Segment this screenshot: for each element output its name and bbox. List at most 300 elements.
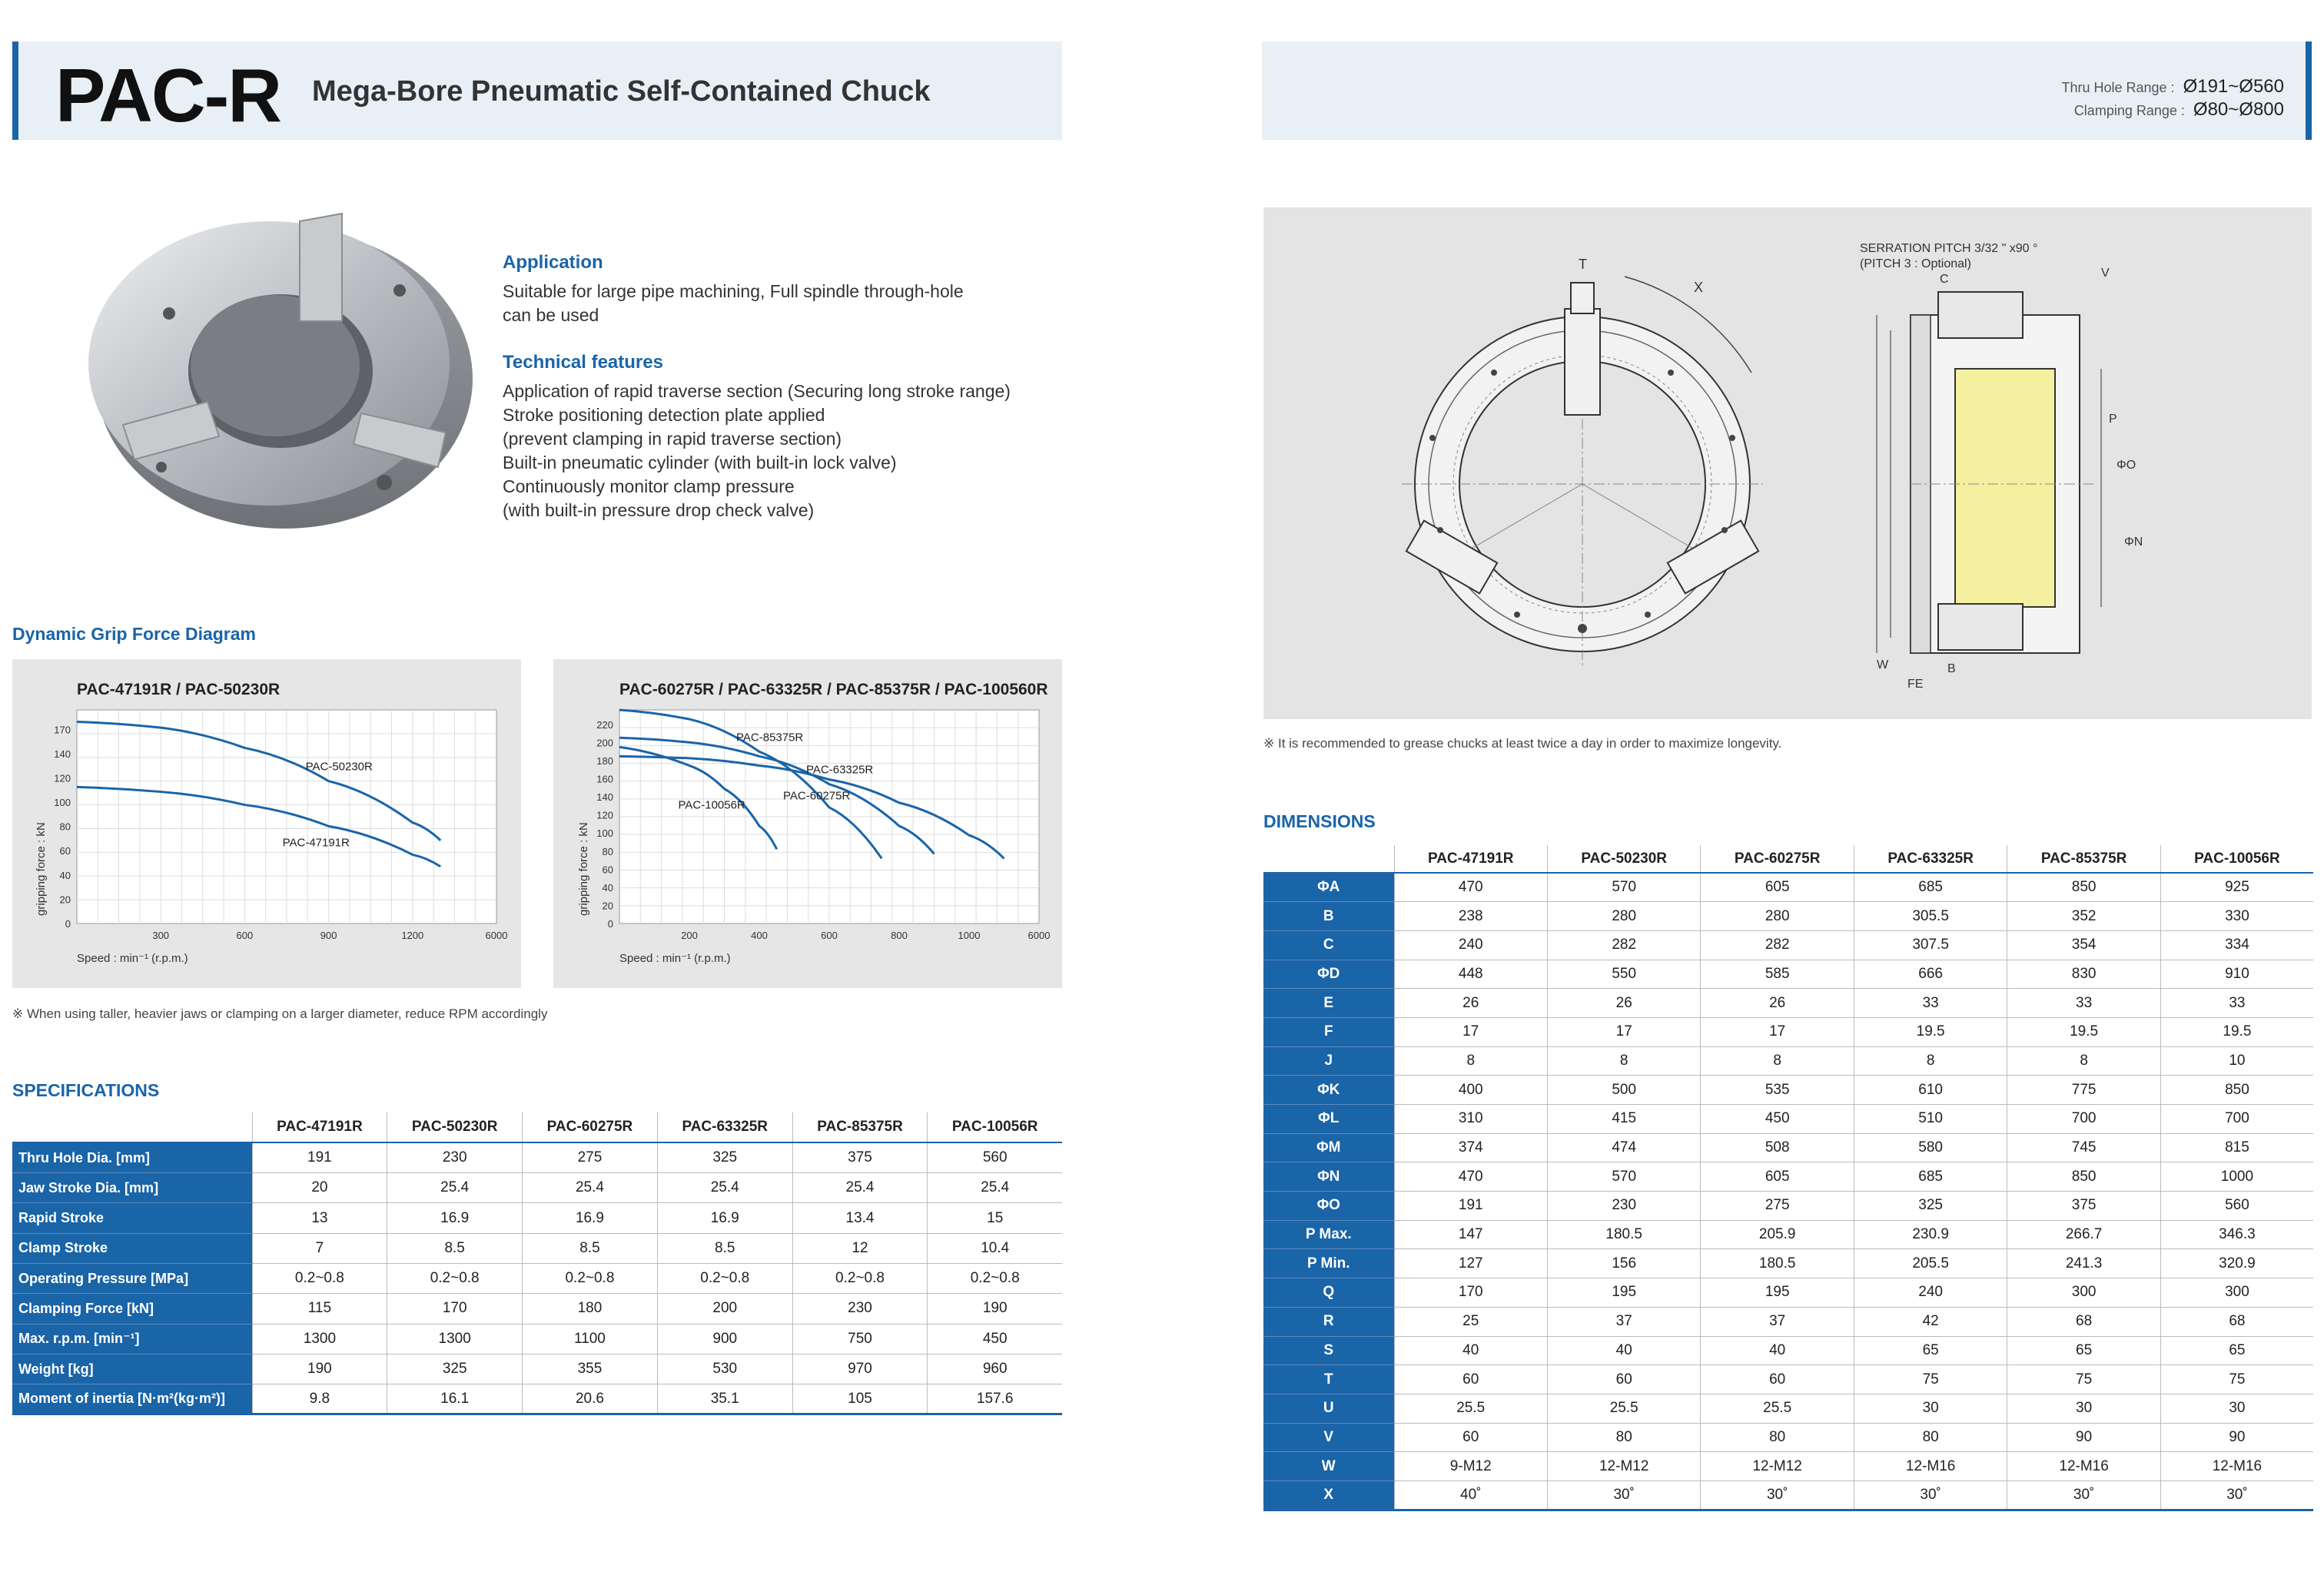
x-tick-label: 6000 [1028,930,1051,941]
table-cell: 375 [2007,1192,2160,1221]
table-cell: 7 [252,1233,387,1263]
table-row [1263,1133,2313,1162]
table-cell: 530 [657,1354,792,1384]
range-bar [1262,41,2312,140]
table-cell: 30 [2007,1394,2160,1423]
x-axis-label: Speed : min⁻¹ (r.p.m.) [77,952,188,965]
table-cell: 570 [1547,873,1700,902]
table-row [12,1203,1062,1233]
x-axis-label: Speed : min⁻¹ (r.p.m.) [619,952,731,965]
specifications-column-header: PAC-50230R [387,1112,523,1142]
dimensions-table [1263,845,2313,1511]
table-cell: 1300 [387,1324,523,1354]
table-cell: 8 [1547,1046,1700,1076]
thru-hole-label: Thru Hole Range [2061,80,2167,95]
row-label: Max. r.p.m. [min⁻¹] [12,1324,252,1354]
table-cell: 1100 [523,1324,658,1354]
row-label: B [1263,902,1394,931]
table-cell: 26 [1701,989,1854,1018]
table-cell: 20.6 [523,1384,658,1414]
table-cell: 115 [252,1294,387,1324]
table-row [1263,1162,2313,1192]
row-label: Moment of inertia [N·m²(kg·m²)] [12,1384,252,1414]
table-cell: 10 [2160,1046,2313,1076]
table-row [1263,1249,2313,1278]
table-row [1263,1105,2313,1134]
y-tick-label: 120 [596,809,613,821]
table-cell: 180.5 [1701,1249,1854,1278]
table-cell: 700 [2007,1105,2160,1134]
table-cell: 190 [928,1294,1062,1324]
table-cell: 40˚ [1394,1480,1547,1510]
table-cell: 500 [1547,1076,1700,1105]
table-cell: 850 [2007,873,2160,902]
row-label: W [1263,1452,1394,1481]
table-row [12,1384,1062,1414]
specifications-column-header: PAC-85375R [792,1112,928,1142]
dimensions-column-header: PAC-60275R [1701,845,1854,873]
y-tick-label: 80 [602,845,613,857]
table-row [1263,1452,2313,1481]
table-cell: 8.5 [387,1233,523,1263]
series-label: PAC-10056R [678,798,745,812]
specifications-column-header: PAC-63325R [657,1112,792,1142]
y-tick-label: 60 [59,845,71,857]
table-cell: 241.3 [2007,1249,2160,1278]
table-cell: 180 [523,1294,658,1324]
table-cell: 240 [1854,1278,2007,1308]
svg-text:X: X [1694,280,1704,295]
table-row [1263,1220,2313,1249]
svg-text:W: W [1877,658,1889,671]
row-label: T [1263,1365,1394,1394]
table-cell: 325 [1854,1192,2007,1221]
table-cell: 240 [1394,930,1547,960]
table-cell: 25.4 [387,1173,523,1203]
table-cell: 400 [1394,1076,1547,1105]
table-cell: 190 [252,1354,387,1384]
table-cell: 960 [928,1354,1062,1384]
table-cell: 0.2~0.8 [387,1263,523,1293]
y-tick-label: 80 [59,821,71,833]
table-row [1263,1307,2313,1336]
table-cell: 195 [1701,1278,1854,1308]
table-cell: 0.2~0.8 [252,1263,387,1293]
x-tick-label: 900 [320,930,337,941]
table-cell: 307.5 [1854,930,2007,960]
table-cell: 325 [657,1142,792,1172]
table-cell: 30˚ [1854,1480,2007,1510]
table-cell: 26 [1547,989,1700,1018]
table-row [1263,1017,2313,1046]
feature-line: Stroke positioning detection plate applied [503,405,825,425]
table-cell: 25.4 [928,1173,1062,1203]
table-cell: 19.5 [1854,1017,2007,1046]
chart-note: ※ When using taller, heavier jaws or clamping on a larger diameter, reduce RPM accordingly [12,1006,548,1021]
row-label: J [1263,1046,1394,1076]
table-cell: 474 [1547,1133,1700,1162]
table-row [1263,1365,2313,1394]
svg-text:C: C [1940,273,1949,286]
pitch-label: (PITCH 3 : Optional) [1860,257,1971,270]
table-cell: 570 [1547,1162,1700,1192]
table-cell: 280 [1701,902,1854,931]
table-cell: 775 [2007,1076,2160,1105]
table-cell: 25.4 [523,1173,658,1203]
x-tick-label: 600 [236,930,254,941]
table-cell: 35.1 [657,1384,792,1414]
table-cell: 375 [792,1142,928,1172]
table-cell: 30˚ [2160,1480,2313,1510]
table-cell: 230 [1547,1192,1700,1221]
table-cell: 147 [1394,1220,1547,1249]
series-label: PAC-63325R [806,763,874,777]
title-bar [12,41,1062,140]
table-cell: 830 [2007,960,2160,989]
table-cell: 305.5 [1854,902,2007,931]
table-cell: 65 [2007,1336,2160,1365]
x-tick-label: 300 [152,930,170,941]
dimensions-column-header: PAC-50230R [1547,845,1700,873]
table-cell: 191 [1394,1192,1547,1221]
row-label: Weight [kg] [12,1354,252,1384]
table-cell: 200 [657,1294,792,1324]
row-label: E [1263,989,1394,1018]
svg-text:P: P [2109,413,2117,426]
table-cell: 8.5 [657,1233,792,1263]
x-tick-label: 600 [821,930,838,941]
grip-force-chart-1 [12,659,521,988]
table-row [12,1233,1062,1263]
table-cell: 685 [1854,873,2007,902]
application-section [503,252,1071,522]
row-label: ΦA [1263,873,1394,902]
table-cell: 230 [792,1294,928,1324]
table-cell: 16.9 [387,1203,523,1233]
table-cell: 205.5 [1854,1249,2007,1278]
table-cell: 700 [2160,1105,2313,1134]
table-row [1263,1192,2313,1221]
clamping-value: Ø80~Ø800 [2193,99,2284,120]
table-cell: 535 [1701,1076,1854,1105]
table-row [1263,1278,2313,1308]
table-cell: 0.2~0.8 [792,1263,928,1293]
table-row [1263,960,2313,989]
y-tick-label: 180 [596,754,613,767]
x-tick-label: 400 [751,930,768,941]
table-row [12,1173,1062,1203]
table-row [1263,930,2313,960]
feature-line: Continuously monitor clamp pressure [503,476,795,496]
drawing-note: ※ It is recommended to grease chucks at least twice a day in order to maximize longevity. [1263,736,1782,751]
table-cell: 275 [523,1142,658,1172]
table-cell: 17 [1701,1017,1854,1046]
table-cell: 12-M12 [1547,1452,1700,1481]
table-cell: 585 [1701,960,1854,989]
svg-text:FE: FE [1907,678,1924,691]
table-cell: 170 [1394,1278,1547,1308]
series-label: PAC-60275R [783,789,851,803]
dimensions-column-header: PAC-63325R [1854,845,2007,873]
table-row [12,1354,1062,1384]
table-row [12,1324,1062,1354]
grip-force-chart-2 [553,659,1062,988]
table-cell: 1000 [2160,1162,2313,1192]
table-cell: 60 [1394,1423,1547,1452]
table-cell: 230.9 [1854,1220,2007,1249]
chart-title-2: PAC-60275R / PAC-63325R / PAC-85375R / PAC-100560R [619,681,1048,698]
table-row [12,1263,1062,1293]
table-cell: 282 [1701,930,1854,960]
y-tick-label: 0 [65,918,71,930]
thru-hole-value: Ø191~Ø560 [2183,76,2284,97]
table-cell: 9.8 [252,1384,387,1414]
table-cell: 10.4 [928,1233,1062,1263]
table-cell: 605 [1701,1162,1854,1192]
table-row [1263,873,2313,902]
table-cell: 17 [1547,1017,1700,1046]
application-line: Suitable for large pipe machining, Full spindle through-hole [503,281,964,301]
table-cell: 37 [1547,1307,1700,1336]
table-cell: 33 [2160,989,2313,1018]
table-cell: 60 [1701,1365,1854,1394]
table-cell: 191 [252,1142,387,1172]
table-cell: 12-M16 [2007,1452,2160,1481]
table-cell: 25 [1394,1307,1547,1336]
table-row [1263,1076,2313,1105]
table-cell: 30˚ [1701,1480,1854,1510]
clamping-label: Clamping Range [2073,103,2177,118]
table-cell: 352 [2007,902,2160,931]
feature-line: Built-in pneumatic cylinder (with built-in lock valve) [503,453,897,472]
table-cell: 60 [1547,1365,1700,1394]
table-cell: 60 [1394,1365,1547,1394]
table-cell: 605 [1701,873,1854,902]
table-cell: 320.9 [2160,1249,2313,1278]
table-row [1263,902,2313,931]
table-cell: 30˚ [2007,1480,2160,1510]
application-title: Application [503,252,603,273]
chart-title-1: PAC-47191R / PAC-50230R [77,681,281,698]
x-tick-label: 1200 [401,930,424,941]
y-axis-label: gripping force : kN [35,822,48,916]
row-label: V [1263,1423,1394,1452]
table-cell: 580 [1854,1133,2007,1162]
table-cell: 16.9 [657,1203,792,1233]
table-cell: 156 [1547,1249,1700,1278]
table-cell: 8 [1701,1046,1854,1076]
dimensions-title: DIMENSIONS [1263,811,1376,831]
table-cell: 685 [1854,1162,2007,1192]
table-row [12,1294,1062,1324]
table-cell: 415 [1547,1105,1700,1134]
table-cell: 8.5 [523,1233,658,1263]
chart-panel-2 [553,659,1062,988]
table-row [12,1142,1062,1172]
dimensions-column-header: PAC-47191R [1394,845,1547,873]
table-cell: 300 [2007,1278,2160,1308]
y-tick-label: 20 [602,900,613,912]
y-tick-label: 40 [602,881,613,894]
table-cell: 19.5 [2160,1017,2313,1046]
table-cell: 275 [1701,1192,1854,1221]
table-cell: 0.2~0.8 [657,1263,792,1293]
series-label: PAC-50230R [305,760,373,774]
series-label: PAC-85375R [736,731,804,744]
table-cell: 205.9 [1701,1220,1854,1249]
table-cell: 105 [792,1384,928,1414]
y-tick-label: 200 [596,737,613,749]
table-cell: 334 [2160,930,2313,960]
table-cell: 68 [2007,1307,2160,1336]
table-cell: 25.5 [1547,1394,1700,1423]
table-row [1263,1336,2313,1365]
row-label: ΦM [1263,1133,1394,1162]
table-cell: 745 [2007,1133,2160,1162]
feature-line: (prevent clamping in rapid traverse section) [503,429,842,449]
row-label: ΦO [1263,1192,1394,1221]
row-label: Clamping Force [kN] [12,1294,252,1324]
table-cell: 33 [1854,989,2007,1018]
table-cell: 17 [1394,1017,1547,1046]
table-cell: 508 [1701,1133,1854,1162]
y-tick-label: 100 [596,827,613,840]
table-cell: 42 [1854,1307,2007,1336]
dimensions-column-header: PAC-10056R [2160,845,2313,873]
table-cell: 25.4 [792,1173,928,1203]
table-cell: 1300 [252,1324,387,1354]
table-cell: 560 [928,1142,1062,1172]
table-cell: 750 [792,1324,928,1354]
table-cell: 610 [1854,1076,2007,1105]
table-cell: 180.5 [1547,1220,1700,1249]
x-tick-label: 1000 [958,930,981,941]
y-tick-label: 20 [59,894,71,906]
table-cell: 12-M12 [1701,1452,1854,1481]
table-cell: 266.7 [2007,1220,2160,1249]
table-cell: 157.6 [928,1384,1062,1414]
table-cell: 0.2~0.8 [523,1263,658,1293]
table-cell: 280 [1547,902,1700,931]
table-cell: 8 [2007,1046,2160,1076]
y-tick-label: 140 [596,791,613,804]
row-label: Clamp Stroke [12,1233,252,1263]
table-cell: 450 [1701,1105,1854,1134]
dim-header-row [1263,845,2313,873]
table-cell: 65 [1854,1336,2007,1365]
diagram-title: Dynamic Grip Force Diagram [12,624,256,644]
spec-header-row [12,1112,1062,1142]
row-label: Jaw Stroke Dia. [mm] [12,1173,252,1203]
y-tick-label: 0 [607,918,613,930]
x-tick-label: 6000 [485,930,508,941]
table-cell: 9-M12 [1394,1452,1547,1481]
specifications-column-header: PAC-47191R [252,1112,387,1142]
row-label: ΦK [1263,1076,1394,1105]
row-label: ΦL [1263,1105,1394,1134]
y-tick-label: 60 [602,864,613,876]
table-cell: 80 [1547,1423,1700,1452]
table-cell: 25.4 [657,1173,792,1203]
table-cell: 560 [2160,1192,2313,1221]
table-cell: 310 [1394,1105,1547,1134]
table-cell: 8 [1854,1046,2007,1076]
row-label: F [1263,1017,1394,1046]
row-label: ΦN [1263,1162,1394,1192]
y-tick-label: 160 [596,773,613,785]
table-cell: 325 [387,1354,523,1384]
y-tick-label: 220 [596,718,613,731]
row-label: Thru Hole Dia. [mm] [12,1142,252,1172]
svg-text:V: V [2101,267,2110,280]
table-cell: 19.5 [2007,1017,2160,1046]
svg-text:ΦO: ΦO [2116,459,2136,472]
table-cell: 170 [387,1294,523,1324]
table-cell: 90 [2007,1423,2160,1452]
specifications-table [12,1112,1062,1415]
table-cell: 925 [2160,873,2313,902]
table-cell: 354 [2007,930,2160,960]
technical-drawing [1263,207,2312,719]
table-cell: 0.2~0.8 [928,1263,1062,1293]
table-cell: 65 [2160,1336,2313,1365]
table-cell: 666 [1854,960,2007,989]
row-label: C [1263,930,1394,960]
table-cell: 282 [1547,930,1700,960]
table-cell: 16.9 [523,1203,658,1233]
table-cell: 900 [657,1324,792,1354]
table-cell: 355 [523,1354,658,1384]
table-cell: 30 [1854,1394,2007,1423]
table-cell: 25.5 [1394,1394,1547,1423]
page-title: PAC-R [55,53,281,138]
y-tick-label: 120 [54,772,71,784]
specifications-title: SPECIFICATIONS [12,1080,160,1100]
table-cell: 13.4 [792,1203,928,1233]
feature-line: (with built-in pressure drop check valve) [503,500,815,520]
table-row [1263,1046,2313,1076]
table-cell: 910 [2160,960,2313,989]
table-cell: 75 [2007,1365,2160,1394]
table-cell: 127 [1394,1249,1547,1278]
row-label: S [1263,1336,1394,1365]
table-cell: 12-M16 [2160,1452,2313,1481]
table-cell: 80 [1854,1423,2007,1452]
row-label: Rapid Stroke [12,1203,252,1233]
table-row [1263,989,2313,1018]
table-cell: 90 [2160,1423,2313,1452]
table-cell: 346.3 [2160,1220,2313,1249]
table-cell: 33 [2007,989,2160,1018]
table-cell: 25.5 [1701,1394,1854,1423]
y-tick-label: 170 [54,724,71,736]
y-tick-label: 140 [54,748,71,760]
table-cell: 330 [2160,902,2313,931]
series-label: PAC-47191R [282,836,350,850]
table-cell: 26 [1394,989,1547,1018]
table-cell: 300 [2160,1278,2313,1308]
row-label: ΦD [1263,960,1394,989]
table-cell: 13 [252,1203,387,1233]
serration-label: SERRATION PITCH 3/32 " x90 ° [1860,242,2038,255]
chart-panel-1 [12,659,521,988]
table-cell: 8 [1394,1046,1547,1076]
row-label: Q [1263,1278,1394,1308]
table-cell: 40 [1547,1336,1700,1365]
svg-text:B: B [1947,662,1956,675]
row-label: X [1263,1480,1394,1510]
chuck-drawing [1263,207,2312,719]
